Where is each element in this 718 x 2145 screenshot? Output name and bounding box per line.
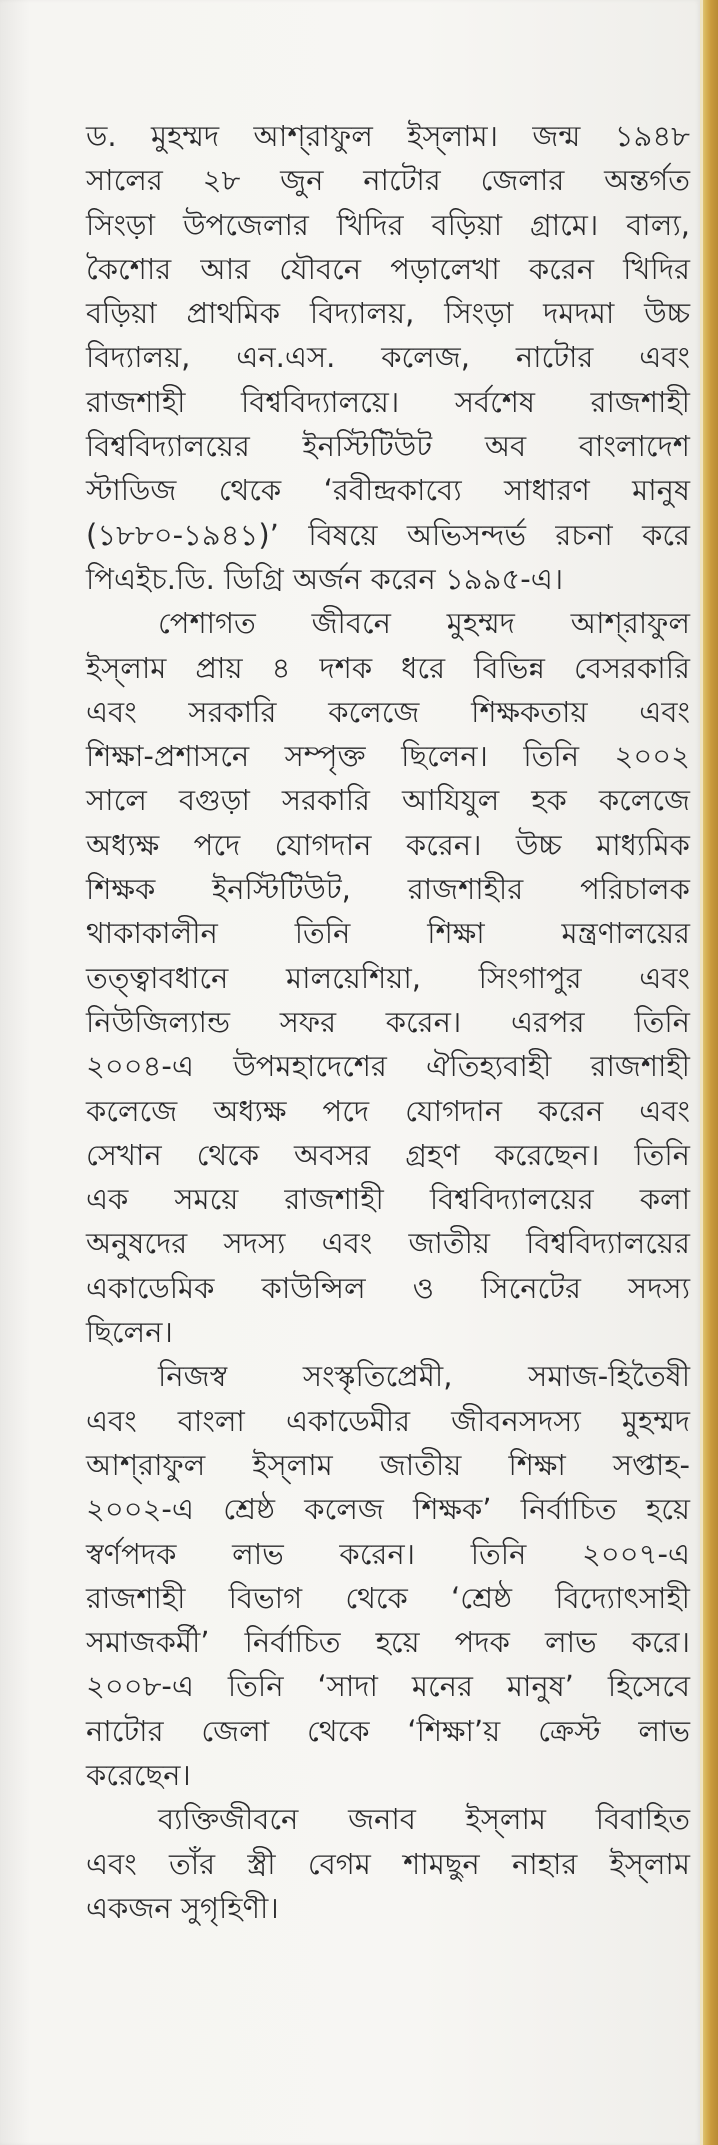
text-line — [86, 1753, 690, 1797]
line-text: কাউন্সিল — [261, 1270, 366, 1305]
line-text: সরকারি — [281, 783, 370, 818]
text-line — [86, 1709, 690, 1753]
line-text: খিদির — [623, 251, 690, 286]
line-text: বিশ্ববিদ্যালয়ে। — [241, 384, 400, 419]
text-line — [86, 203, 690, 247]
text-line — [86, 1664, 690, 1708]
line-text: রাজশাহী — [284, 1182, 384, 1217]
line-text: আশ্‌রাফুল — [253, 119, 373, 153]
text-line — [86, 867, 690, 911]
line-text: হয়ে — [375, 1625, 420, 1660]
line-text: পেশাগত — [158, 606, 256, 641]
line-text: লাভ — [232, 1536, 284, 1571]
line-text: ২০০৭-এ — [582, 1536, 690, 1571]
line-text: হয়ে — [645, 1492, 690, 1527]
text-line — [86, 911, 690, 955]
line-text: নিজস্ব — [158, 1359, 228, 1394]
line-text: প্রায় — [195, 650, 243, 685]
line-text: সপ্তাহ- — [612, 1447, 690, 1482]
line-text: এক — [86, 1182, 129, 1217]
line-text: এবং — [321, 1226, 373, 1261]
author-biography — [86, 114, 690, 1930]
line-text: জন্ম — [532, 119, 581, 153]
line-text: করেন। — [405, 827, 482, 862]
line-text: সম্পৃক্ত — [284, 739, 366, 774]
text-line — [86, 513, 690, 557]
book-cover-edge — [700, 0, 718, 2145]
line-text: শিক্ষা — [427, 916, 485, 951]
text-line — [86, 114, 690, 158]
line-text: কলা — [639, 1182, 690, 1217]
line-text: রাজশাহী — [590, 384, 690, 419]
line-text: পদে — [322, 1093, 370, 1128]
line-text: তিনি — [634, 1137, 690, 1172]
line-text: ইনস্টিটিউট, — [212, 872, 351, 907]
text-line — [86, 1177, 690, 1221]
line-text: সিনেটের — [481, 1270, 581, 1305]
line-text: সদস্য — [223, 1226, 286, 1261]
text-line — [86, 247, 690, 291]
text-line — [86, 1221, 690, 1265]
line-text: সংস্কৃতিপ্রেমী, — [302, 1359, 453, 1394]
line-text: শিক্ষা-প্রশাসনে — [86, 739, 250, 774]
line-text: বেগম — [307, 1846, 371, 1881]
line-text: উপমহাদেশের — [233, 1049, 387, 1084]
text-line — [86, 778, 690, 822]
line-text: বিষয়ে — [308, 517, 378, 552]
text-line — [86, 1842, 690, 1886]
line-text: তিনি — [634, 1004, 690, 1039]
line-text: বিদ্যোৎসাহী — [555, 1580, 690, 1615]
text-line — [86, 1133, 690, 1177]
line-text: ছিলেন। — [86, 1315, 173, 1350]
line-text: বাংলা — [177, 1403, 245, 1438]
line-text: হক — [531, 783, 567, 818]
line-text: থেকে — [196, 1137, 260, 1172]
line-text: কলেজে — [86, 1093, 178, 1128]
line-text: রাজশাহী — [590, 1049, 690, 1084]
line-text: ইস্‌লাম। — [407, 119, 498, 153]
line-text: আশ্‌রাফুল — [570, 606, 690, 641]
line-text: স্বর্ণপদক — [86, 1536, 177, 1571]
line-text: গ্রামে। — [530, 207, 599, 242]
line-text: অধ্যক্ষ — [213, 1093, 287, 1128]
line-text: ৪ — [271, 650, 291, 685]
line-text: জাতীয় — [408, 1226, 490, 1261]
line-text: কলেজে — [328, 694, 420, 729]
line-text: তিনি — [294, 916, 351, 951]
line-text: বিভাগ — [228, 1580, 303, 1615]
line-text: ২০০৪-এ — [86, 1049, 194, 1084]
line-text: উচ্চ — [515, 827, 562, 862]
line-text: নিউজিল্যান্ড — [86, 1004, 231, 1039]
line-text: করেছেন। — [494, 1137, 600, 1172]
line-text: বড়িয়া — [86, 296, 157, 331]
line-text: এবং — [639, 340, 690, 375]
line-text: সময়ে — [174, 1182, 239, 1217]
text-line — [86, 1089, 690, 1133]
line-text: করেন — [528, 251, 595, 286]
line-text: করে। — [631, 1625, 690, 1660]
line-text: সমাজ-হিতৈষী — [528, 1359, 690, 1394]
line-text: জনাব — [348, 1802, 416, 1837]
text-line — [86, 690, 690, 734]
text-line — [86, 380, 690, 424]
line-text: রাজশাহী — [86, 1580, 186, 1615]
line-text: সাধারণ — [504, 473, 590, 508]
line-text: নাহার — [511, 1846, 578, 1881]
line-text: ২০০২ — [614, 739, 690, 774]
line-text: করেন — [538, 1093, 604, 1128]
line-text: ব্যক্তিজীবনে — [158, 1802, 299, 1837]
line-text: কলেজ — [304, 1492, 384, 1527]
line-text: শ্রেষ্ঠ — [223, 1492, 275, 1527]
text-line — [86, 291, 690, 335]
line-text: ২০০৮-এ — [86, 1669, 194, 1704]
line-text: পদক — [454, 1625, 510, 1660]
line-text: ২৮ — [202, 163, 241, 198]
text-line — [86, 1000, 690, 1044]
line-text: মুহম্মদ — [151, 119, 220, 153]
line-text: ইস্‌লাম — [252, 1447, 333, 1482]
line-text: বিশ্ববিদ্যালয়ের — [429, 1182, 594, 1217]
text-line — [86, 956, 690, 1000]
line-text: ছিলেন। — [401, 739, 488, 774]
text-line — [86, 734, 690, 778]
line-text: ইস্‌লাম — [609, 1846, 690, 1881]
text-line — [86, 646, 690, 690]
text-line — [86, 1266, 690, 1310]
line-text: বেসরকারি — [573, 650, 690, 685]
line-text: অভিসন্দর্ভ — [406, 517, 526, 552]
line-text: নির্বাচিত — [520, 1492, 617, 1527]
line-text: উচ্চ — [644, 296, 690, 331]
line-text: নাটোর — [86, 1713, 164, 1748]
line-text: স্ত্রী — [247, 1846, 276, 1881]
line-text: সরকারি — [188, 694, 277, 729]
line-text: ১৯৪৮ — [614, 119, 690, 153]
line-text: বিদ্যালয়, — [86, 340, 191, 375]
line-text: মানুষ’ — [506, 1669, 574, 1704]
line-text: কৈশোর — [86, 251, 172, 286]
line-text: থেকে — [307, 1713, 370, 1748]
text-line — [86, 468, 690, 512]
text-line — [86, 823, 690, 867]
line-text: পদে — [193, 827, 241, 862]
text-line — [86, 601, 690, 645]
line-text: ঐতিহ্যবাহী — [426, 1049, 552, 1084]
line-text: বিদ্যালয়, — [309, 296, 415, 331]
line-text: ইস্‌লাম — [86, 650, 167, 685]
line-text: পরিচালক — [580, 872, 690, 907]
line-text: ধরে — [401, 650, 446, 685]
line-text: বিশ্ববিদ্যালয়ের — [526, 1226, 690, 1261]
line-text: এবং — [639, 694, 690, 729]
line-text: এবং — [639, 960, 690, 995]
text-line — [86, 1354, 690, 1398]
line-text: সমাজকর্মী’ — [86, 1625, 210, 1660]
text-line — [86, 158, 690, 202]
line-text: অবসর — [293, 1137, 371, 1172]
line-text: মন্ত্রণালয়ের — [561, 916, 690, 951]
line-text: ‘শ্রেষ্ঠ — [451, 1580, 513, 1615]
line-text: খিদির — [336, 207, 404, 242]
text-line — [86, 1532, 690, 1576]
line-text: বিভিন্ন — [474, 650, 545, 685]
line-text: শিক্ষক’ — [413, 1492, 492, 1527]
line-text: অধ্যক্ষ — [86, 827, 160, 862]
line-text: আযিযুল — [402, 783, 500, 818]
line-text: লাভ — [544, 1625, 597, 1660]
line-text: ‘শিক্ষা’য় — [407, 1713, 501, 1748]
line-text: পড়ালেখা — [390, 251, 500, 286]
line-text: প্রাথমিক — [186, 296, 281, 331]
line-text: শিক্ষকতায় — [471, 694, 588, 729]
line-text: আর — [200, 251, 251, 286]
line-text: ও — [412, 1270, 435, 1305]
line-text: করেন। — [339, 1536, 415, 1571]
line-text: রাজশাহী — [86, 384, 186, 419]
line-text: তিনি — [470, 1536, 527, 1571]
line-text: রচনা — [555, 517, 613, 552]
line-text: যৌবনে — [279, 251, 362, 286]
line-text: দশক — [319, 650, 373, 685]
line-text: ‘সাদা — [317, 1669, 378, 1704]
line-text: সেখান — [86, 1137, 162, 1172]
text-line — [86, 1310, 690, 1354]
line-text: তিনি — [227, 1669, 284, 1704]
line-text: বিশ্ববিদ্যালয়ের — [86, 429, 250, 464]
line-text: দমদমা — [543, 296, 615, 331]
text-line — [86, 1443, 690, 1487]
line-text: শিক্ষক — [86, 872, 156, 907]
line-text: লাভ — [638, 1713, 690, 1748]
line-text: উপজেলার — [182, 207, 309, 242]
line-text: তিনি — [523, 739, 580, 774]
line-text: মুহম্মদ — [621, 1403, 690, 1438]
line-text: যোগদান — [274, 827, 372, 862]
line-text: ‘রবীন্দ্রকাব্যে — [323, 473, 462, 508]
text-line — [86, 1487, 690, 1531]
line-text: আশ্‌রাফুল — [86, 1447, 206, 1482]
line-text: জীবনে — [311, 606, 391, 641]
line-text: সদস্য — [628, 1270, 690, 1305]
line-text: মাধ্যমিক — [596, 827, 690, 862]
line-text: বাংলাদেশ — [578, 429, 690, 464]
line-text: বাল্য, — [626, 207, 690, 242]
line-text: জেলা — [201, 1713, 270, 1748]
line-text: নাটোর — [363, 163, 441, 198]
line-text: জুন — [280, 163, 324, 198]
line-text: সিংগাপুর — [478, 960, 582, 995]
text-line — [86, 1044, 690, 1088]
line-text: ইনস্টিটিউট — [302, 429, 433, 464]
line-text: এবং — [86, 1846, 137, 1881]
line-text: গ্রহণ — [405, 1137, 460, 1172]
line-text: বগুড়া — [178, 783, 250, 818]
line-text: এবং — [639, 1093, 690, 1128]
text-line — [86, 557, 690, 601]
line-text: করেছেন। — [86, 1757, 191, 1792]
line-text: জীবনসদস্য — [451, 1403, 581, 1438]
line-text: এরপর — [510, 1004, 585, 1039]
line-text: থেকে — [218, 473, 282, 508]
line-text: মুহম্মদ — [446, 606, 515, 641]
line-text: ইস্‌লাম — [465, 1802, 546, 1837]
line-text: সালে — [86, 783, 147, 818]
line-text: নাটোর — [515, 340, 594, 375]
line-text: ক্রেস্ট — [538, 1713, 601, 1748]
line-text: রাজশাহীর — [407, 872, 524, 907]
line-text: নির্বাচিত — [244, 1625, 341, 1660]
text-line — [86, 1797, 690, 1841]
line-text: মনের — [411, 1669, 473, 1704]
line-text: সালের — [86, 163, 163, 198]
text-line — [86, 335, 690, 379]
line-text: থাকাকালীন — [86, 916, 218, 951]
line-text: অনুষদের — [86, 1226, 188, 1261]
line-text: তত্ত্বাবধানে — [86, 960, 229, 995]
text-line — [86, 1886, 690, 1930]
line-text: একজন সুগৃহিণী। — [86, 1890, 279, 1925]
line-text: বড়িয়া — [431, 207, 503, 242]
line-text: জাতীয় — [379, 1447, 462, 1482]
line-text: করেন। — [385, 1004, 462, 1039]
text-line — [86, 1576, 690, 1620]
line-text: অন্তর্গত — [604, 163, 690, 198]
line-text: এবং — [86, 1403, 137, 1438]
line-text: থেকে — [345, 1580, 408, 1615]
line-text: স্টাডিজ — [86, 473, 177, 508]
line-text: করে — [642, 517, 690, 552]
line-text: অব — [484, 429, 527, 464]
line-text: জেলার — [480, 163, 565, 198]
line-text: ড. — [86, 119, 117, 153]
line-text: তাঁর — [168, 1846, 216, 1881]
line-text: কলেজে — [598, 783, 690, 818]
line-text: সর্বশেষ — [454, 384, 535, 419]
line-text: মানুষ — [632, 473, 690, 508]
line-text: (১৮৮০-১৯৪১)’ — [86, 517, 279, 552]
line-text: একাডেমীর — [285, 1403, 411, 1438]
line-text: এন.এস. — [236, 340, 336, 375]
line-text: পিএইচ.ডি. ডিগ্রি অর্জন করেন ১৯৯৫-এ। — [86, 561, 564, 596]
line-text: শিক্ষা — [508, 1447, 566, 1482]
line-text: একাডেমিক — [86, 1270, 215, 1305]
line-text: মালয়েশিয়া, — [285, 960, 421, 995]
line-text: সিংড়া — [444, 296, 514, 331]
line-text: কলেজ, — [381, 340, 470, 375]
text-line — [86, 424, 690, 468]
text-line — [86, 1620, 690, 1664]
line-text: এবং — [86, 694, 137, 729]
line-text: যোগদান — [405, 1093, 502, 1128]
line-text: ২০০২-এ — [86, 1492, 194, 1527]
line-text: হিসেবে — [607, 1669, 690, 1704]
line-text: সফর — [279, 1004, 337, 1039]
text-line — [86, 1399, 690, 1443]
line-text: শামছুন — [403, 1846, 480, 1881]
line-text: সিংড়া — [86, 207, 156, 242]
line-text: বিবাহিত — [595, 1802, 690, 1837]
